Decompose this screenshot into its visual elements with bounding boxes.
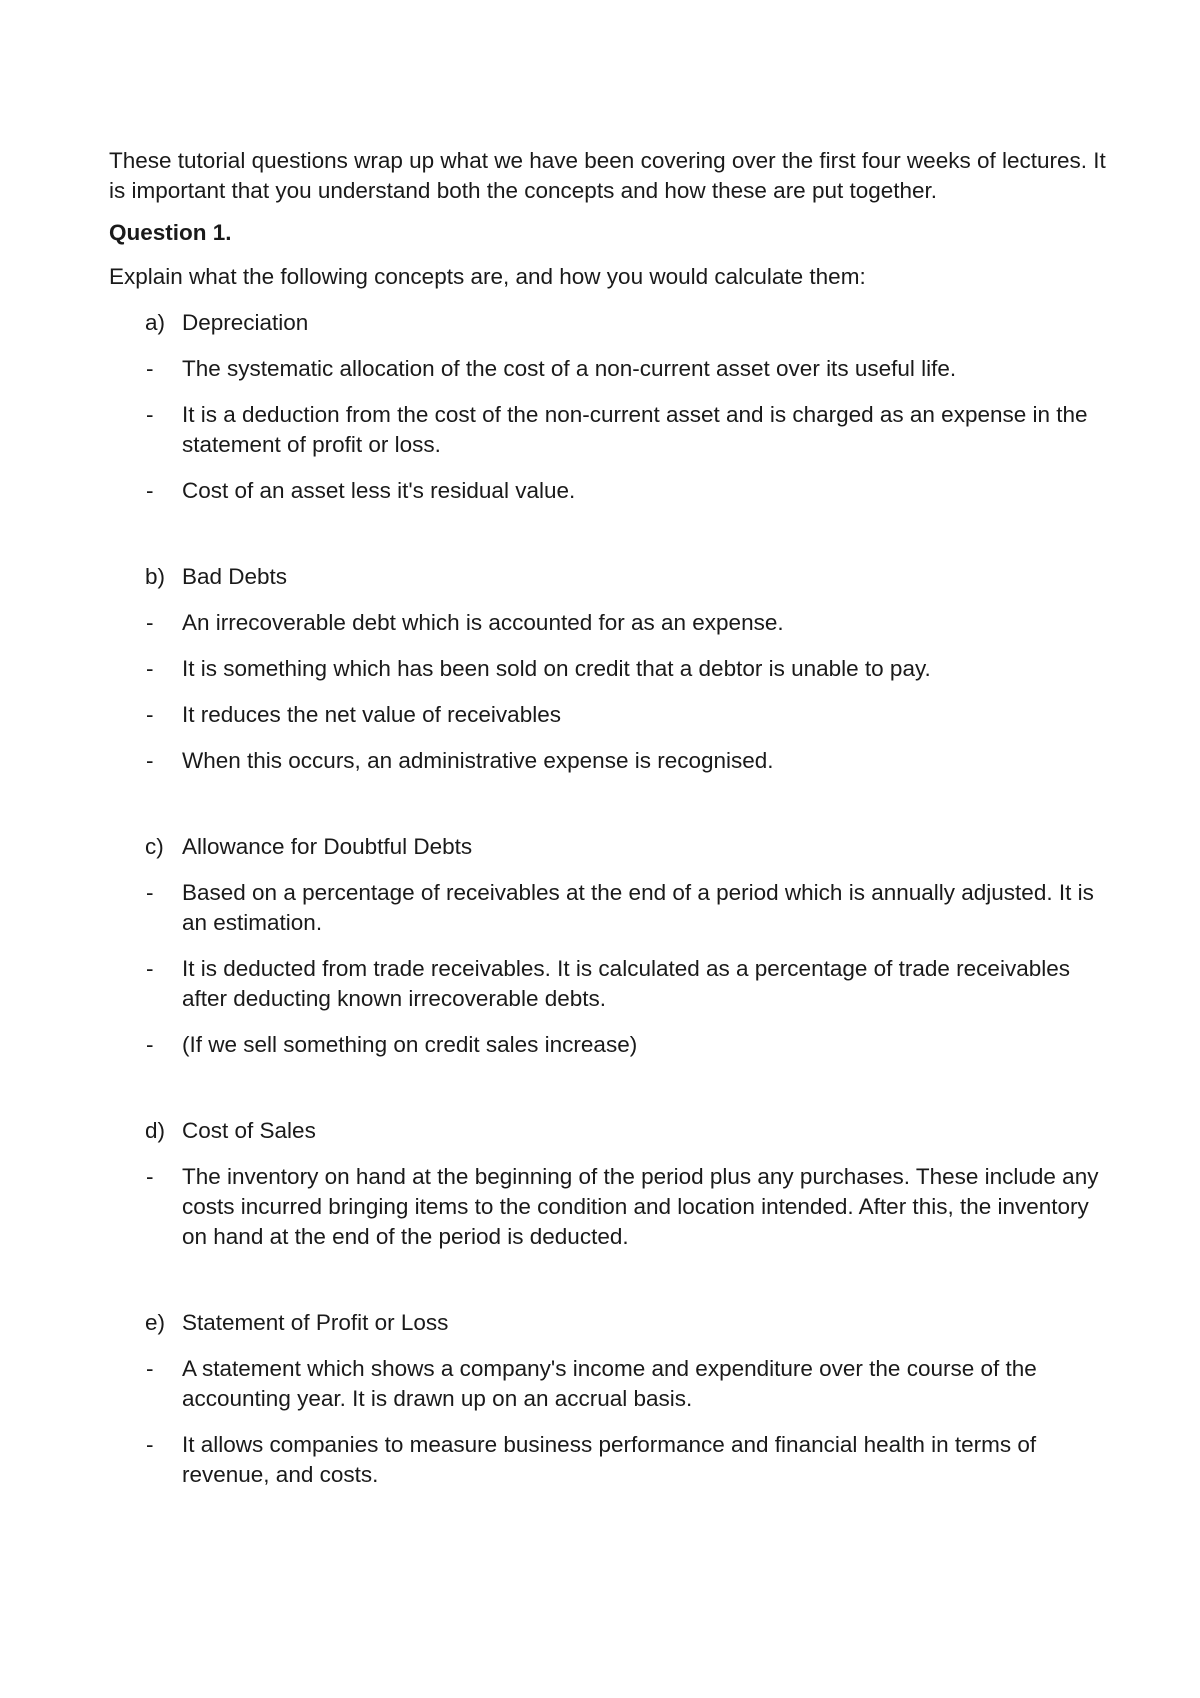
bullet-dash: - (146, 956, 154, 981)
concept-title (109, 832, 1119, 862)
concept-section (109, 1308, 1119, 1490)
question-prompt: Explain what the following concepts are, and how you would calculate them: (109, 264, 866, 289)
bullet-dash: - (146, 402, 154, 427)
bullet-dash: - (146, 1356, 154, 1381)
bullet-dash: - (146, 610, 154, 635)
bullet-dash: - (146, 880, 154, 905)
concept-letter: d) (145, 1118, 166, 1143)
bullet-item (109, 746, 1119, 776)
concept-title (109, 562, 1119, 592)
bullet-item (109, 476, 1119, 506)
concept-title (109, 1116, 1119, 1146)
concept-section (109, 832, 1119, 1060)
question-heading: Question 1. (109, 220, 232, 245)
bullet-item (109, 608, 1119, 638)
bullet-text: The inventory on hand at the beginning of the period plus any purchases. These include any costs incurred bringing items to the condition and location intended. After this, the inventory on hand at the end of the period is deducted. (182, 1164, 1099, 1249)
concept-title-text: Statement of Profit or Loss (182, 1310, 449, 1335)
bullet-text: (If we sell something on credit sales increase) (182, 1032, 638, 1057)
concept-section (109, 308, 1119, 506)
bullet-text: A statement which shows a company's income and expenditure over the course of the accounting year. It is drawn up on an accrual basis. (182, 1356, 1037, 1411)
concept-letter: c) (145, 834, 164, 859)
bullet-text: When this occurs, an administrative expense is recognised. (182, 748, 774, 773)
bullet-text: It is deducted from trade receivables. It is calculated as a percentage of trade receivables after deducting known irrecoverable debts. (182, 956, 1070, 1011)
bullet-text: The systematic allocation of the cost of a non-current asset over its useful life. (182, 356, 957, 381)
bullet-item (109, 954, 1119, 1014)
concept-letter: a) (145, 310, 166, 335)
concept-title (109, 308, 1119, 338)
document-content (109, 146, 1119, 1490)
bullet-item (109, 700, 1119, 730)
bullet-item (109, 878, 1119, 938)
bullet-dash: - (146, 478, 154, 503)
concept-title-text: Cost of Sales (182, 1118, 316, 1143)
bullet-item (109, 1430, 1119, 1490)
intro-paragraph: These tutorial questions wrap up what we have been covering over the first four weeks of lectures. It is important that you understand both the concepts and how these are put together. (109, 148, 1106, 203)
bullet-dash: - (146, 1032, 154, 1057)
bullet-item (109, 1162, 1119, 1252)
bullet-dash: - (146, 748, 154, 773)
bullet-text: It reduces the net value of receivables (182, 702, 561, 727)
concept-letter: b) (145, 564, 166, 589)
concept-section (109, 1116, 1119, 1252)
bullet-text: Based on a percentage of receivables at the end of a period which is annually adjusted. It is an estimation. (182, 880, 1094, 935)
bullet-dash: - (146, 356, 154, 381)
bullet-item (109, 654, 1119, 684)
concept-title-text: Allowance for Doubtful Debts (182, 834, 473, 859)
bullet-dash: - (146, 702, 154, 727)
bullet-dash: - (146, 1432, 154, 1457)
bullet-item (109, 1030, 1119, 1060)
bullet-item (109, 1354, 1119, 1414)
bullet-text: An irrecoverable debt which is accounted for as an expense. (182, 610, 784, 635)
bullet-text: It is something which has been sold on credit that a debtor is unable to pay. (182, 656, 931, 681)
concept-section (109, 562, 1119, 776)
concept-list (109, 308, 1119, 1490)
bullet-dash: - (146, 656, 154, 681)
bullet-dash: - (146, 1164, 154, 1189)
bullet-item (109, 400, 1119, 460)
bullet-text: Cost of an asset less it's residual value. (182, 478, 576, 503)
concept-letter: e) (145, 1310, 166, 1335)
bullet-item (109, 354, 1119, 384)
concept-title (109, 1308, 1119, 1338)
bullet-text: It allows companies to measure business performance and financial health in terms of revenue, and costs. (182, 1432, 1037, 1487)
concept-title-text: Bad Debts (182, 564, 288, 589)
concept-title-text: Depreciation (182, 310, 309, 335)
bullet-text: It is a deduction from the cost of the non-current asset and is charged as an expense in the statement of profit or loss. (182, 402, 1088, 457)
